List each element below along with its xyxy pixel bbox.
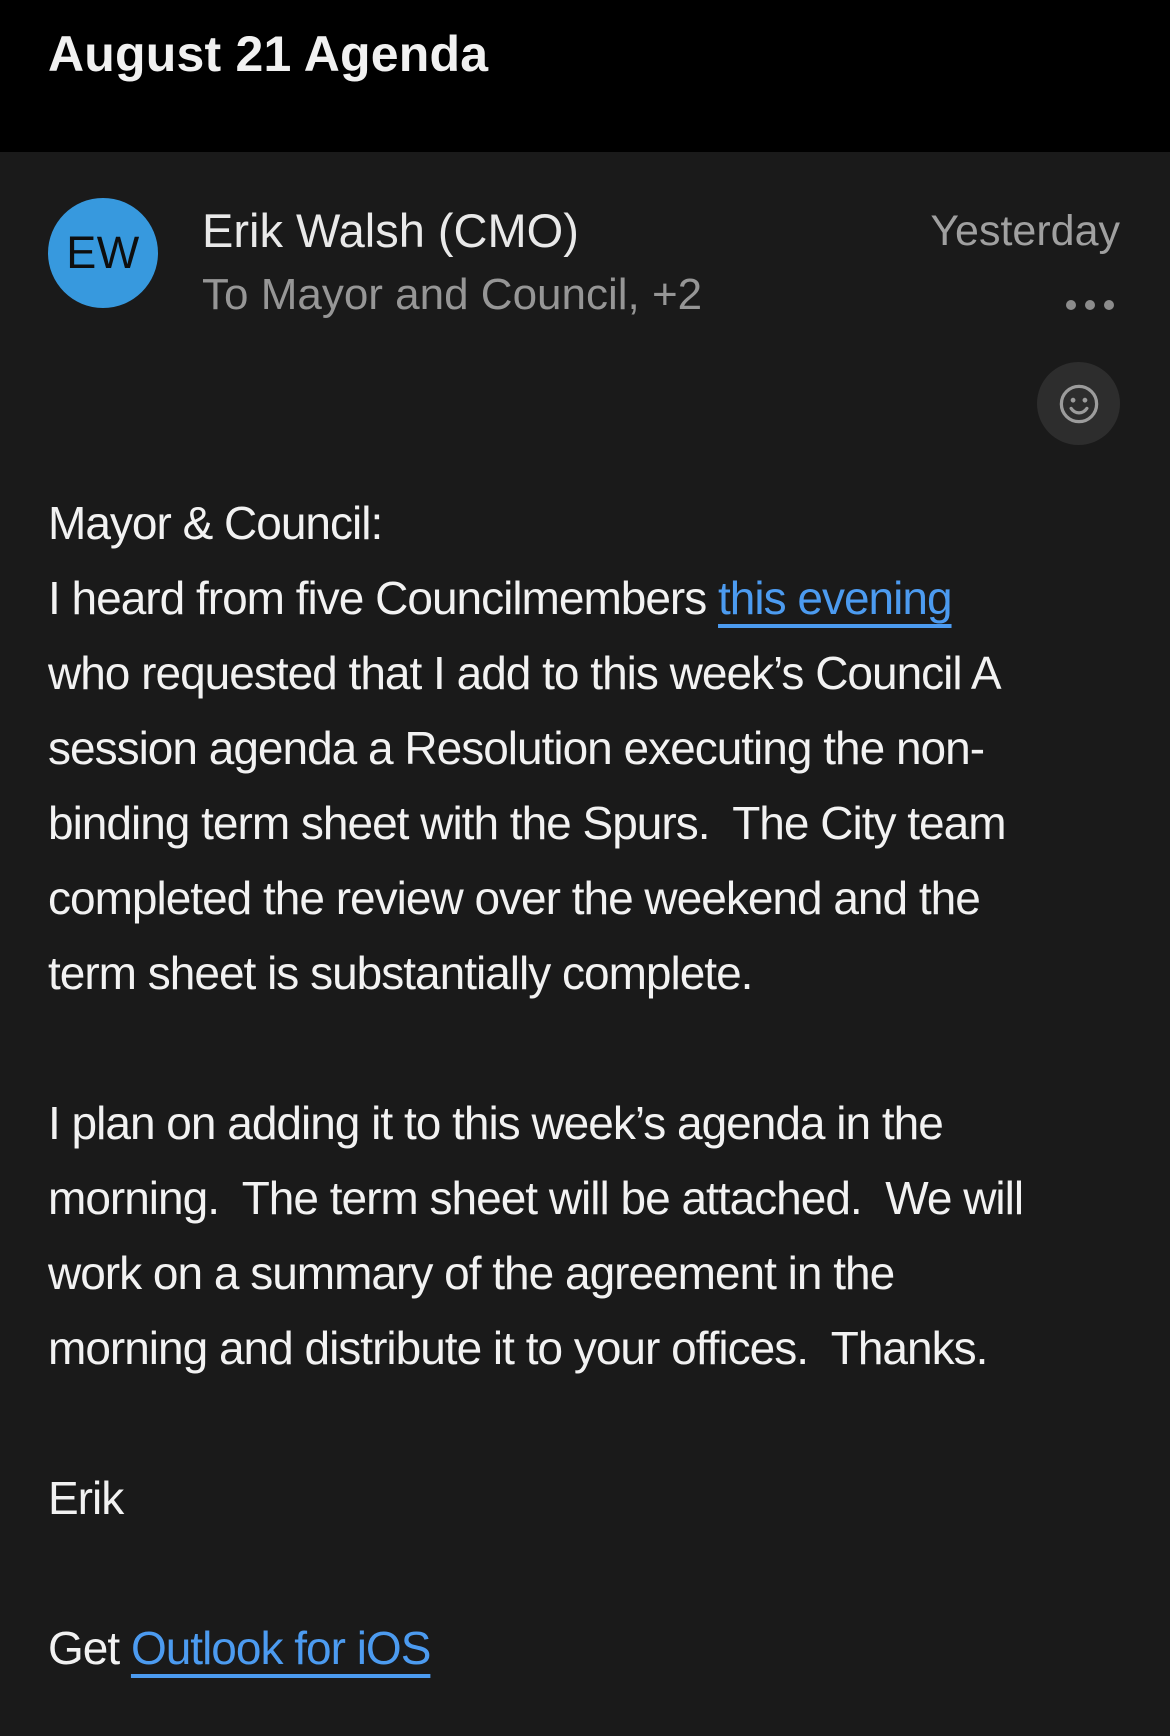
body-line: [48, 1236, 1160, 1311]
body-line: [48, 1086, 1160, 1161]
sender-block[interactable]: [202, 198, 930, 320]
body-text: Get: [48, 1622, 131, 1674]
recipients-line: To Mayor and Council, +2: [202, 270, 703, 319]
smiley-icon: [1056, 381, 1102, 427]
paragraph: [48, 1611, 1160, 1686]
body-line: [48, 486, 1160, 561]
body-line: [48, 861, 1160, 936]
paragraph: [48, 1086, 1160, 1386]
body-link[interactable]: this evening: [718, 572, 952, 624]
ellipsis-icon: [1085, 300, 1095, 310]
body-text: morning. The term sheet will be attached. We will: [48, 1172, 1024, 1224]
body-line: [48, 936, 1160, 1011]
body-text: binding term sheet with the Spurs. The City team: [48, 797, 1006, 849]
body-text: session agenda a Resolution executing the non-: [48, 722, 985, 774]
body-line: [48, 1611, 1160, 1686]
body-line: [48, 636, 1160, 711]
reaction-row: [0, 362, 1170, 445]
body-text: morning and distribute it to your offices. Thanks.: [48, 1322, 988, 1374]
body-text: who requested that I add to this week’s Council A: [48, 647, 1001, 699]
message-header: [0, 152, 1170, 320]
more-options-button[interactable]: [1064, 294, 1116, 316]
paragraph: [48, 1461, 1160, 1536]
body-text: I plan on adding it to this week’s agenda in the: [48, 1097, 943, 1149]
ellipsis-icon: [1104, 300, 1114, 310]
body-line: [48, 786, 1160, 861]
body-text: completed the review over the weekend and the: [48, 872, 980, 924]
body-text: Mayor & Council:: [48, 497, 383, 549]
body-text: Erik: [48, 1472, 124, 1524]
sender-name: Erik Walsh (CMO): [202, 204, 579, 257]
message-card: [0, 152, 1170, 1736]
subject-title: August 21 Agenda: [48, 26, 489, 82]
email-body: [0, 486, 1170, 1686]
avatar-initials: EW: [66, 227, 140, 278]
body-link[interactable]: Outlook for iOS: [130, 1622, 431, 1674]
body-line: [48, 711, 1160, 786]
body-line: [48, 561, 1160, 636]
ellipsis-icon: [1066, 300, 1076, 310]
body-line: [48, 1311, 1160, 1386]
body-text: work on a summary of the agreement in the: [48, 1247, 895, 1299]
add-reaction-button[interactable]: [1037, 362, 1120, 445]
body-text: term sheet is substantially complete.: [48, 947, 753, 999]
paragraph: [48, 486, 1160, 1011]
timestamp: Yesterday: [930, 207, 1120, 255]
body-line: [48, 1461, 1160, 1536]
message-meta: [930, 198, 1120, 316]
sender-avatar[interactable]: [48, 198, 158, 308]
body-text: I heard from five Councilmembers: [48, 572, 719, 624]
body-line: [48, 1161, 1160, 1236]
navigation-bar: [0, 0, 1170, 150]
